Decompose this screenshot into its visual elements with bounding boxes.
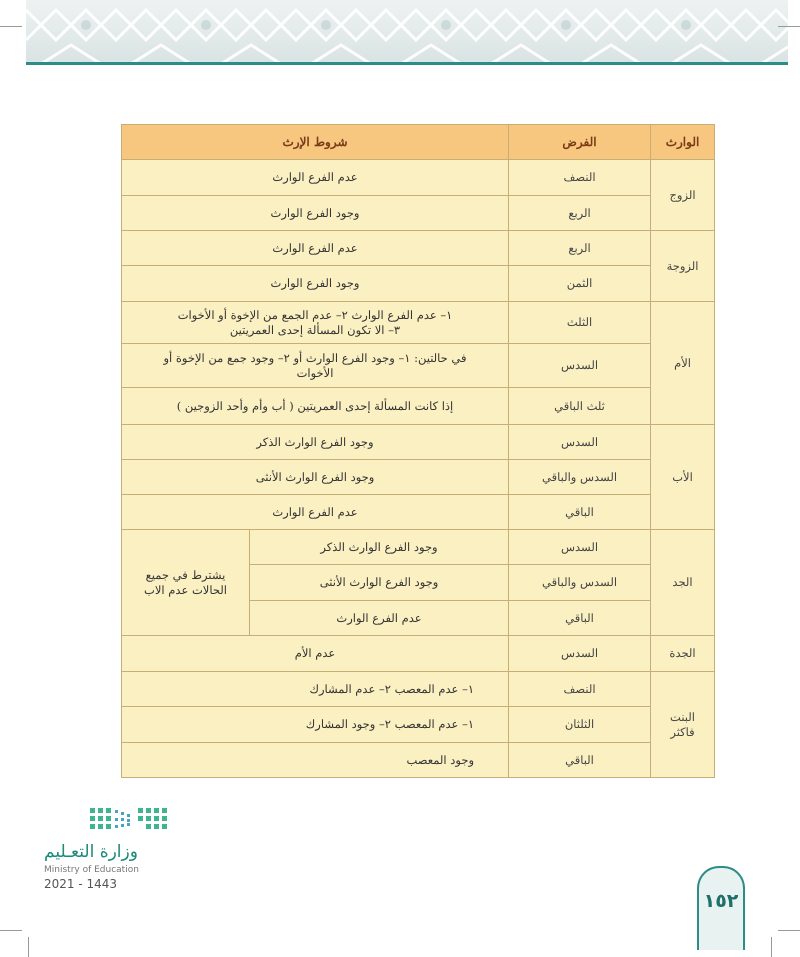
- share-cell: الباقي: [509, 495, 651, 530]
- condition-cell: وجود الفرع الوارث الأنثى: [250, 565, 509, 601]
- heir-grandmother: الجدة: [651, 636, 715, 672]
- table-row: [122, 266, 715, 302]
- condition-cell: وجود الفرع الوارث الذكر: [250, 530, 509, 565]
- crop-mark: [28, 937, 29, 957]
- share-cell: السدس: [509, 344, 651, 388]
- crop-mark: [778, 930, 800, 931]
- table-row: [122, 388, 715, 425]
- heir-wife: الزوجة: [651, 231, 715, 302]
- heir-grandfather: الجد: [651, 530, 715, 636]
- crop-mark: [0, 930, 22, 931]
- note-line: الحالات عدم الاب: [144, 582, 227, 597]
- heir-mother: الأم: [651, 302, 715, 425]
- condition-cell: وجود الفرع الوارث: [122, 196, 509, 231]
- condition-cell: عدم الأم: [122, 636, 509, 672]
- share-cell: النصف: [509, 160, 651, 196]
- heir-daughter: [651, 672, 715, 778]
- table-row: [122, 707, 715, 743]
- share-cell: الثمن: [509, 266, 651, 302]
- share-cell: الثلثان: [509, 707, 651, 743]
- share-cell: السدس: [509, 425, 651, 460]
- condition-cell: وجود الفرع الوارث: [122, 266, 509, 302]
- share-cell: السدس والباقي: [509, 565, 651, 601]
- condition-cell: [122, 344, 509, 388]
- ministry-name-en: Ministry of Education: [44, 865, 139, 875]
- share-cell: الباقي: [509, 743, 651, 778]
- condition-cell: [122, 302, 509, 344]
- condition-cell: وجود الفرع الوارث الأنثى: [122, 460, 509, 495]
- note-line: يشترط في جميع: [145, 567, 226, 582]
- ministry-name-ar: وزارة التعـليم: [44, 842, 138, 862]
- condition-cell: عدم الفرع الوارث: [250, 601, 509, 636]
- table-row: [122, 743, 715, 778]
- heir-line: البنت: [670, 709, 695, 724]
- header-heir: الوارث: [651, 125, 715, 160]
- share-cell: الربع: [509, 196, 651, 231]
- table-row: [122, 460, 715, 495]
- condition-cell: إذا كانت المسألة إحدى العمريتين ( أب وأم وأحد الزوجين ): [122, 388, 509, 425]
- condition-line: في حالتين: ١– وجود الفرع الوارث أو ٢– وجود جمع من الإخوة أو: [163, 350, 467, 365]
- condition-cell: عدم الفرع الوارث: [122, 231, 509, 266]
- grandfather-note: [122, 530, 250, 636]
- heir-line: فاكثر: [670, 724, 695, 739]
- banner-divider: [26, 62, 788, 65]
- ministry-logo-dots: [88, 806, 180, 834]
- condition-cell: عدم الفرع الوارث: [122, 160, 509, 196]
- crop-mark: [778, 26, 800, 27]
- edition-year: 2021 - 1443: [44, 877, 118, 891]
- share-cell: السدس: [509, 530, 651, 565]
- table-row: [122, 425, 715, 460]
- heir-father: الأب: [651, 425, 715, 530]
- table-row: [122, 302, 715, 344]
- table-row: [122, 495, 715, 530]
- table-row: [122, 196, 715, 231]
- table-row: [122, 344, 715, 388]
- header-conditions: شروط الإرث: [122, 125, 509, 160]
- table-row: [122, 672, 715, 707]
- condition-line: ١– عدم الفرع الوارث ٢– عدم الجمع من الإخوة أو الأخوات: [177, 307, 453, 322]
- share-cell: الثلث: [509, 302, 651, 344]
- table-row: [122, 160, 715, 196]
- header-banner: [26, 0, 788, 64]
- table-row: [122, 636, 715, 672]
- condition-cell: ١– عدم المعصب ٢– وجود المشارك: [122, 707, 509, 743]
- crop-mark: [771, 937, 772, 957]
- condition-line: ٣– الا تكون المسألة إحدى العمريتين: [229, 322, 401, 337]
- heir-husband: الزوج: [651, 160, 715, 231]
- table-row: [122, 530, 715, 565]
- geometric-pattern: [26, 0, 788, 64]
- condition-cell: وجود المعصب: [122, 743, 509, 778]
- share-cell: السدس: [509, 636, 651, 672]
- condition-line: الأخوات: [296, 365, 334, 380]
- condition-cell: وجود الفرع الوارث الذكر: [122, 425, 509, 460]
- table-header-row: [122, 125, 715, 160]
- header-share: الفرض: [509, 125, 651, 160]
- page-number: ١٥٢: [703, 890, 739, 912]
- share-cell: النصف: [509, 672, 651, 707]
- condition-cell: ١– عدم المعصب ٢– عدم المشارك: [122, 672, 509, 707]
- share-cell: الباقي: [509, 601, 651, 636]
- share-cell: السدس والباقي: [509, 460, 651, 495]
- crop-mark: [0, 26, 22, 27]
- condition-cell: عدم الفرع الوارث: [122, 495, 509, 530]
- share-cell: الربع: [509, 231, 651, 266]
- inheritance-table: [121, 124, 715, 778]
- table-row: [122, 231, 715, 266]
- share-cell: ثلث الباقي: [509, 388, 651, 425]
